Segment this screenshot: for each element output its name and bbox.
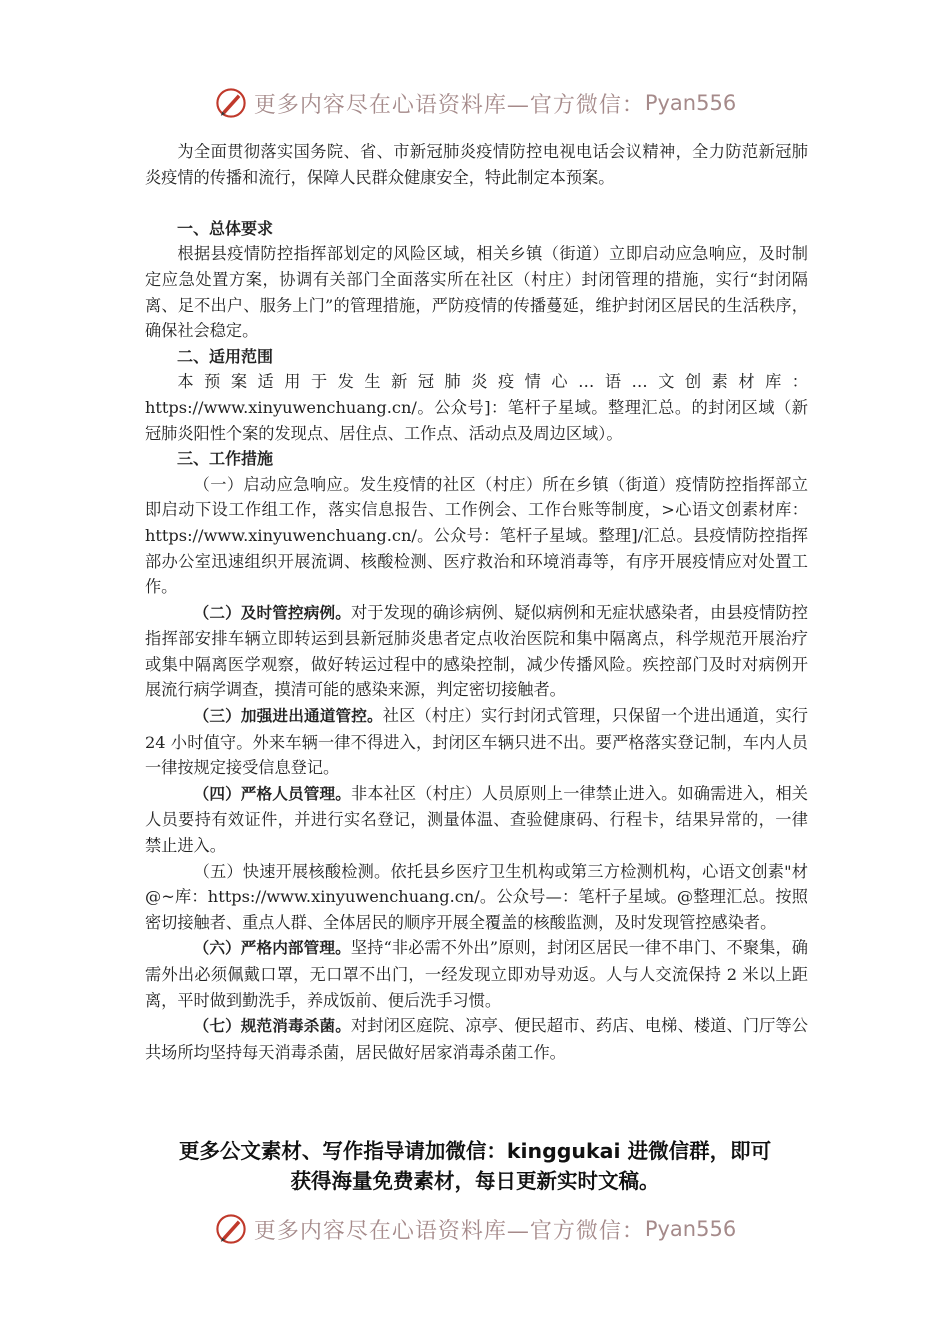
measure-3-lead: （三）加强进出通道管控。 bbox=[193, 707, 383, 726]
measure-4-text: 非本社区（村庄）人员原则上一律禁止进入。如确需进入，相关人员要持有效证件，并进行实名登记，测量体温、查验健康码、行程卡，结果异常的，一律禁止进入。 bbox=[145, 783, 808, 856]
promo-line-1: 更多公文素材、写作指导请加微信：kinggukai 进微信群，即可 bbox=[178, 1139, 772, 1163]
footer-wechat-id: Pyan556 bbox=[644, 1217, 737, 1241]
measure-6 bbox=[145, 935, 808, 1013]
pen-logo-icon bbox=[214, 86, 248, 120]
promo-block bbox=[120, 1136, 830, 1196]
measure-2-text: 对于发现的确诊病例、疑似病例和无症状感染者，由县疫情防控指挥部安排车辆立即转运到县新冠肺炎患者定点收治医院和集中隔离点，科学规范开展治疗或集中隔离医学观察，做好转运过程中的感染控制，减少传播风险。疾控部门及时对病例开展流行病学调查，摸清可能的感染来源，判定密切接触者。 bbox=[145, 602, 808, 700]
section2-title: 二、适用范围 bbox=[177, 346, 274, 366]
measure-7-lead: （七）规范消毒杀菌。 bbox=[193, 1017, 351, 1036]
footer-brand-text: 更多内容尽在心语资料库—官方微信： bbox=[253, 1218, 645, 1244]
section2-text: 本预案适用于发生新冠肺炎疫情心…语…文创素材库：https://www.xinyuwenchuang.cn/。公众号]：笔杆子星域。整理汇总。的封闭区域（新冠肺炎阳性个案的发现点、居住点、工作点、活动点及周边区域）。 bbox=[145, 372, 808, 443]
measure-3 bbox=[145, 703, 808, 781]
header-wechat-id: Pyan556 bbox=[644, 91, 737, 115]
measure-1 bbox=[145, 472, 808, 600]
section1-text: 根据县疫情防控指挥部划定的风险区域，相关乡镇（街道）立即启动应急响应，及时制定应急处置方案，协调有关部门全面落实所在社区（村庄）封闭管理的措施，实行“封闭隔离、足不出户、服务上门”的管理措施，严防疫情的传播蔓延，维护封闭区居民的生活秩序，确保社会稳定。 bbox=[145, 244, 808, 341]
measure-7 bbox=[145, 1013, 808, 1065]
footer-banner bbox=[0, 1206, 950, 1252]
section3-title: 三、工作措施 bbox=[177, 449, 274, 469]
measure-7-text: 对封闭区庭院、凉亭、便民超市、药店、电梯、楼道、门厅等公共场所均坚持每天消毒杀菌，居民做好居家消毒杀菌工作。 bbox=[145, 1016, 808, 1062]
measure-1-text: （一）启动应急响应。发生疫情的社区（村庄）所在乡镇（街道）疫情防控指挥部立即启动下设工作组工作，落实信息报告、工作例会、工作台账等制度，>心语文创素材库：https://www.xinyuwenchuang.cn/。公众号：笔杆子星域。整理]/汇总。县疫情防控指挥部办公室迅速组织开展流调、核酸检测、医疗救治和环境消毒等，有序开展疫情应对处置工作。 bbox=[145, 474, 808, 597]
measure-6-text: 坚持“非必需不外出”原则，封闭区居民一律不串门、不聚集，确需外出必须佩戴口罩，无口罩不出门，一经发现立即劝导劝返。人与人交流保持 2 米以上距离，平时做到勤洗手，养成饭前、便后洗手习惯。 bbox=[145, 938, 808, 1010]
measure-2 bbox=[145, 600, 808, 703]
measure-5-text: （五）快速开展核酸检测。依托县乡医疗卫生机构或第三方检测机构，心语文创素"材@~库：https://www.xinyuwenchuang.cn/。公众号—：笔杆子星域。@整理汇总。按照密切接触者、重点人群、全体居民的顺序开展全覆盖的核酸监测，及时发现管控感染者。 bbox=[145, 861, 808, 932]
intro-paragraph: 为全面贯彻落实国务院、省、市新冠肺炎疫情防控电视电话会议精神，全力防范新冠肺炎疫情的传播和流行，保障人民群众健康安全，特此制定本预案。 bbox=[145, 142, 808, 187]
pen-logo-icon bbox=[214, 1212, 248, 1246]
promo-line-2: 获得海量免费素材，每日更新实时文稿。 bbox=[290, 1169, 660, 1193]
document-body bbox=[145, 139, 808, 1065]
measure-2-lead: （二）及时管控病例。 bbox=[193, 603, 351, 622]
measure-3-text: 社区（村庄）实行封闭式管理，只保留一个进出通道，实行 24 小时值守。外来车辆一律不得进入，封闭区车辆只进不出。要严格落实登记制，车内人员一律按规定接受信息登记。 bbox=[145, 706, 808, 778]
header-brand-text: 更多内容尽在心语资料库—官方微信： bbox=[253, 92, 645, 118]
measure-4-lead: （四）严格人员管理。 bbox=[193, 784, 351, 803]
measure-6-lead: （六）严格内部管理。 bbox=[193, 939, 351, 958]
section1-title: 一、总体要求 bbox=[177, 218, 274, 238]
measure-4 bbox=[145, 781, 808, 859]
header-banner bbox=[0, 80, 950, 126]
measure-5 bbox=[145, 859, 808, 936]
